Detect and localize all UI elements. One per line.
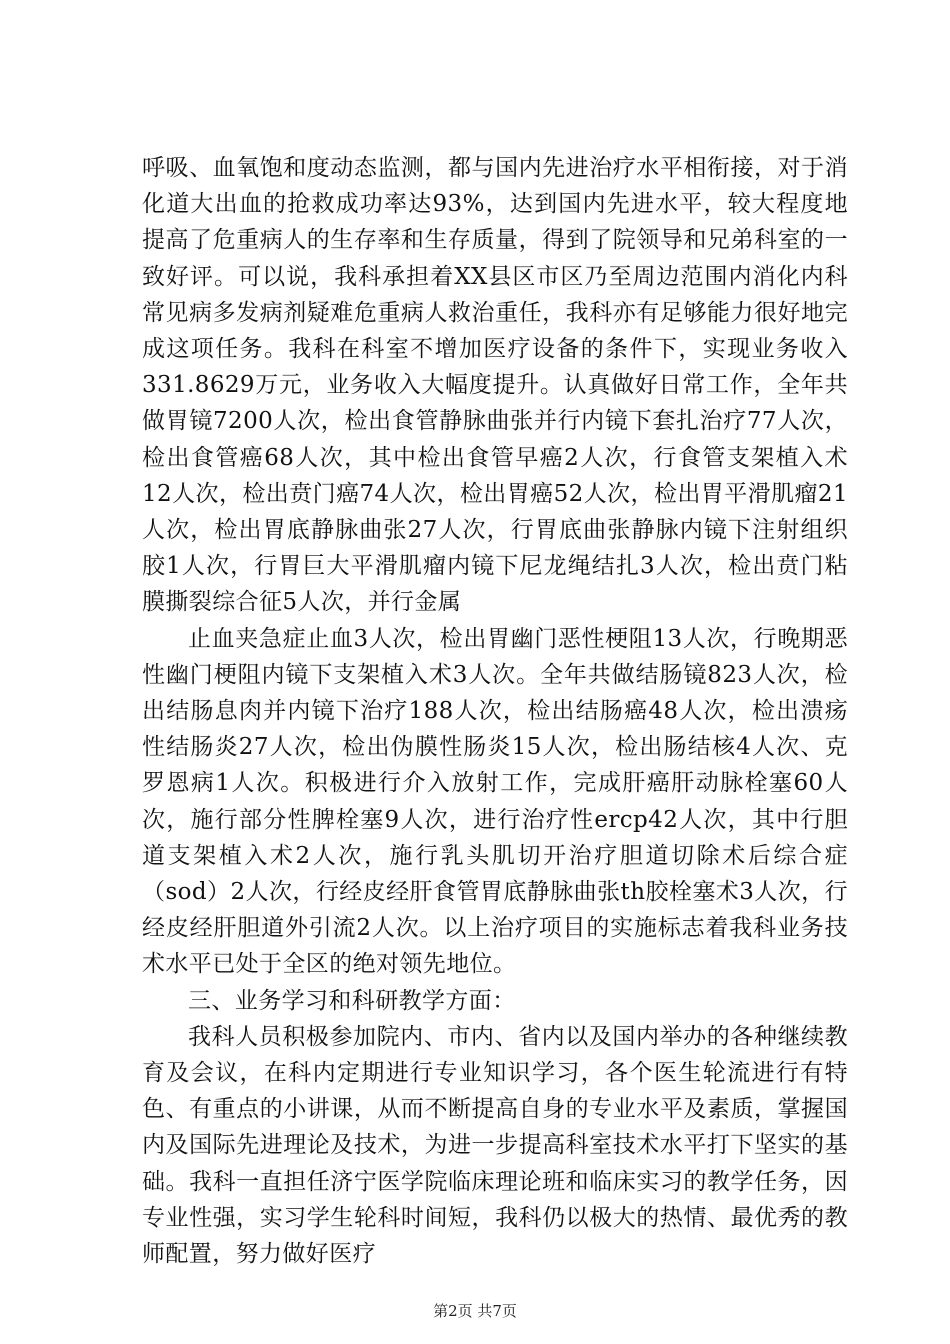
section-heading: 三、业务学习和科研教学方面： <box>188 987 516 1014</box>
document-body <box>142 150 848 1272</box>
paragraph-3: 我科人员积极参加院内、市内、省内以及国内举办的各种继续教育及会议，在科内定期进行专业知识学习，各个医生轮流进行有特色、有重点的小讲课，从而不断提高自身的专业水平及素质，掌握国内及国际先进理论及技术，为进一步提高科室技术水平打下坚实的基础。我科一直担任济宁医学院临床理论班和临床实习的教学任务，因专业性强，实习学生轮科时间短，我科仍以极大的热情、最优秀的教师配置，努力做好医疗 <box>142 1023 848 1268</box>
page-number-footer: 第2页 共7页 <box>433 1302 517 1320</box>
paragraph-2: 止血夹急症止血3人次，检出胃幽门恶性梗阻13人次，行晚期恶性幽门梗阻内镜下支架植入术3人次。全年共做结肠镜823人次，检出结肠息肉并内镜下治疗188人次，检出结肠癌48人次，检出溃疡性结肠炎27人次，检出伪膜性肠炎15人次，检出肠结核4人次、克罗恩病1人次。积极进行介入放射工作，完成肝癌肝动脉栓塞60人次，施行部分性脾栓塞9人次，进行治疗性ercp42人次，其中行胆道支架植入术2人次，施行乳头肌切开治疗胆道切除术后综合症（sod）2人次，行经皮经肝食管胃底静脉曲张th胶栓塞术3人次，行经皮经肝胆道外引流2人次。以上治疗项目的实施标志着我科业务技术水平已处于全区的绝对领先地位。 <box>142 625 848 978</box>
paragraph-1: 呼吸、血氧饱和度动态监测，都与国内先进治疗水平相衔接，对于消化道大出血的抢救成功率达93%，达到国内先进水平，较大程度地提高了危重病人的生存率和生存质量，得到了院领导和兄弟科室的一致好评。可以说，我科承担着XX县区市区乃至周边范围内消化内科常见病多发病剂疑难危重病人救治重任，我科亦有足够能力很好地完成这项任务。我科在科室不增加医疗设备的条件下，实现业务收入331.8629万元，业务收入大幅度提升。认真做好日常工作，全年共做胃镜7200人次，检出食管静脉曲张并行内镜下套扎治疗77人次，检出食管癌68人次，其中检出食管早癌2人次，行食管支架植入术12人次，检出贲门癌74人次，检出胃癌52人次，检出胃平滑肌瘤21人次，检出胃底静脉曲张27人次，行胃底曲张静脉内镜下注射组织胶1人次，行胃巨大平滑肌瘤内镜下尼龙绳结扎3人次，检出贲门粘膜撕裂综合征5人次，并行金属 <box>142 155 848 616</box>
